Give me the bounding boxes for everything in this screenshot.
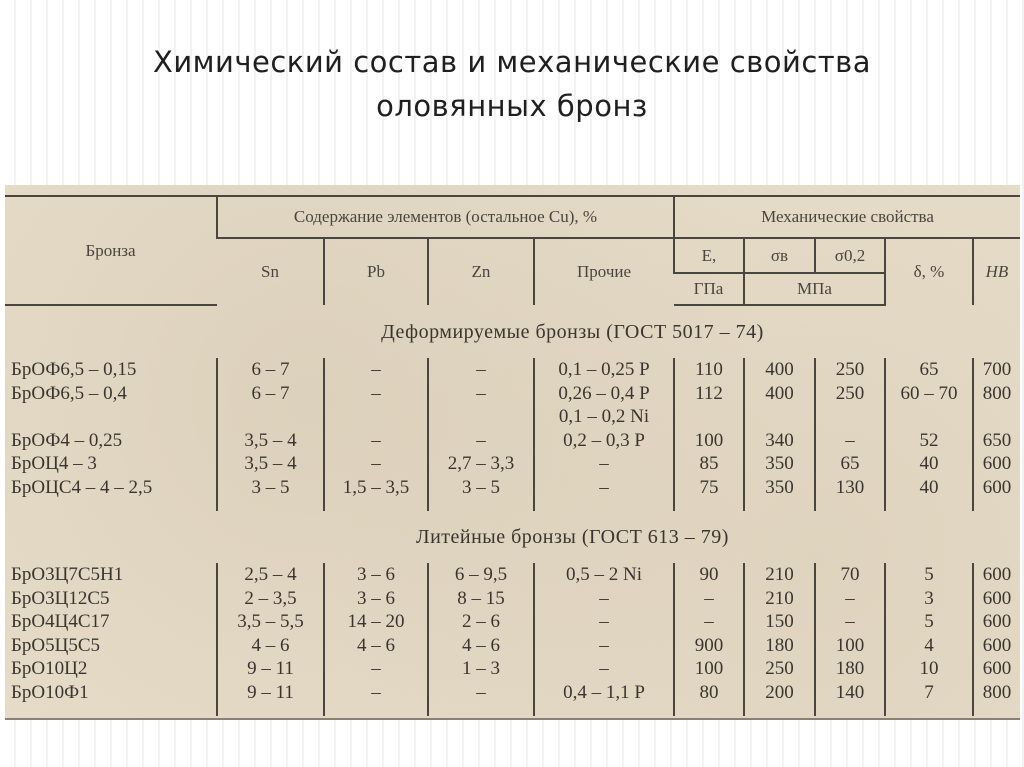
cell-sn: 9 – 11 [217, 657, 324, 681]
cell-pb: 3 – 6 [324, 563, 428, 587]
cell-zn: 2 – 6 [428, 610, 534, 634]
cell-delta: 5 [885, 563, 973, 587]
scanned-table-image [5, 185, 1020, 720]
cell-e: – [674, 610, 744, 634]
cell-other: 0,2 – 0,3 P [534, 429, 674, 453]
cell-sigma-02: – [815, 429, 885, 453]
spacer-cell [5, 499, 217, 511]
spacer-cell [885, 704, 973, 716]
cell-brand: БрОФ6,5 – 0,15 [11, 359, 137, 381]
spacer-cell [815, 499, 885, 511]
cell-sigma-b: 350 [744, 452, 815, 476]
cell-delta: 65 [885, 358, 973, 382]
table-row [5, 657, 1020, 681]
table-row [5, 634, 1020, 658]
cell-sn: 3 – 5 [217, 476, 324, 500]
spacer-cell [428, 704, 534, 716]
cell-sn [217, 405, 324, 429]
cell-pb: 3 – 6 [324, 587, 428, 611]
cell-hb: 650 [973, 429, 1020, 453]
cell-other: – [534, 476, 674, 500]
cell-other: 0,1 – 0,2 Ni [534, 405, 674, 429]
header-unit-mpa: МПа [744, 273, 885, 305]
spacer-row [5, 704, 1020, 716]
header-mechanical: Механические свойства [674, 196, 1020, 238]
cell-e: 900 [674, 634, 744, 658]
cell-sigma-b: 180 [744, 634, 815, 658]
cell-delta [885, 405, 973, 429]
header-hb: HB [973, 238, 1020, 305]
header-sn: Sn [261, 262, 279, 281]
cell-pb: – [324, 657, 428, 681]
cell-sigma-02: 65 [815, 452, 885, 476]
cell-sigma-02: – [815, 610, 885, 634]
cell-sigma-02: 250 [815, 358, 885, 382]
cell-sn: 3,5 – 4 [217, 452, 324, 476]
cell-sigma-02: 100 [815, 634, 885, 658]
table-row [5, 405, 1020, 429]
cell-zn: – [428, 429, 534, 453]
cell-sn: 4 – 6 [217, 634, 324, 658]
cell-e: 100 [674, 429, 744, 453]
cell-brand: БрО5Ц5С5 [11, 634, 101, 656]
cell-pb: – [324, 358, 428, 382]
cell-delta: 4 [885, 634, 973, 658]
title-line-2: оловянных бронз [376, 89, 648, 123]
cell-brand: БрОЦ4 – 3 [11, 453, 97, 475]
header-brand: Бронза [5, 196, 217, 305]
section-heading-row [5, 511, 1020, 563]
spacer-cell [217, 499, 324, 511]
cell-other: – [534, 657, 674, 681]
cell-e: 110 [674, 358, 744, 382]
cell-sigma-b: 400 [744, 382, 815, 406]
spacer-cell [534, 499, 674, 511]
cell-brand: БрОФ4 – 0,25 [11, 429, 123, 451]
cell-delta: 52 [885, 429, 973, 453]
spacer-cell [534, 704, 674, 716]
cell-sn: 6 – 7 [217, 358, 324, 382]
cell-e: 85 [674, 452, 744, 476]
header-pb: Pb [324, 238, 428, 305]
cell-zn [428, 405, 534, 429]
table-bottom-edge [5, 718, 1020, 720]
spacer-cell [324, 499, 428, 511]
cell-zn: – [428, 681, 534, 705]
table-row [5, 429, 1020, 453]
spacer-cell [744, 499, 815, 511]
cell-brand: БрОФ6,5 – 0,4 [11, 382, 127, 404]
header-sigma-02: σ0,2 [815, 238, 885, 273]
table-body [5, 305, 1020, 716]
header-delta: δ, % [885, 238, 973, 305]
cell-hb: 700 [973, 358, 1020, 382]
spacer-cell [815, 704, 885, 716]
cell-delta: 40 [885, 452, 973, 476]
cell-other: – [534, 610, 674, 634]
cell-zn: 3 – 5 [428, 476, 534, 500]
cell-zn: 8 – 15 [428, 587, 534, 611]
title-line-1: Химический состав и механические свойства [152, 45, 872, 79]
spacer-cell [674, 704, 744, 716]
section-title: Литейные бронзы (ГОСТ 613 – 79) [416, 525, 729, 548]
cell-sigma-b: 210 [744, 563, 815, 587]
spacer-cell [744, 704, 815, 716]
cell-pb: – [324, 429, 428, 453]
cell-brand: БрО3Ц7С5Н1 [11, 564, 124, 586]
cell-pb: – [324, 681, 428, 705]
cell-sigma-b: 340 [744, 429, 815, 453]
cell-e: – [674, 587, 744, 611]
cell-sigma-02: 70 [815, 563, 885, 587]
cell-sn: 3,5 – 4 [217, 429, 324, 453]
cell-sigma-b: 210 [744, 587, 815, 611]
table-row [5, 587, 1020, 611]
cell-sigma-b: 400 [744, 358, 815, 382]
cell-sigma-b: 250 [744, 657, 815, 681]
cell-pb: 4 – 6 [324, 634, 428, 658]
section-title: Деформируемые бронзы (ГОСТ 5017 – 74) [381, 320, 764, 343]
header-e: E, [674, 238, 744, 273]
table-header [5, 196, 1020, 305]
cell-other: 0,5 – 2 Ni [534, 563, 674, 587]
spacer-cell [5, 704, 217, 716]
cell-sigma-b [744, 405, 815, 429]
cell-hb: 800 [973, 681, 1020, 705]
cell-other: – [534, 452, 674, 476]
table-row [5, 610, 1020, 634]
slide-title [0, 40, 1024, 128]
cell-other: 0,1 – 0,25 P [534, 358, 674, 382]
cell-other: 0,26 – 0,4 P [534, 382, 674, 406]
cell-sigma-b: 200 [744, 681, 815, 705]
cell-sigma-b: 150 [744, 610, 815, 634]
header-unit-gpa: ГПа [674, 273, 744, 305]
cell-brand [5, 405, 217, 429]
cell-other: – [534, 587, 674, 611]
cell-hb: 600 [973, 587, 1020, 611]
cell-pb [324, 405, 428, 429]
cell-hb [973, 405, 1020, 429]
spacer-cell [324, 704, 428, 716]
cell-sigma-02: – [815, 587, 885, 611]
cell-sigma-02: 180 [815, 657, 885, 681]
cell-zn: 2,7 – 3,3 [428, 452, 534, 476]
cell-brand: БрО10Ф1 [11, 681, 89, 703]
cell-hb: 800 [973, 382, 1020, 406]
cell-e: 75 [674, 476, 744, 500]
header-zn: Zn [428, 238, 534, 305]
table-row [5, 358, 1020, 382]
cell-delta: 40 [885, 476, 973, 500]
cell-delta: 3 [885, 587, 973, 611]
cell-sigma-b: 350 [744, 476, 815, 500]
cell-brand: БрО10Ц2 [11, 658, 88, 680]
cell-hb: 600 [973, 476, 1020, 500]
spacer-cell [973, 499, 1020, 511]
table-row [5, 452, 1020, 476]
cell-sigma-02: 130 [815, 476, 885, 500]
cell-other: 0,4 – 1,1 P [534, 681, 674, 705]
cell-delta: 60 – 70 [885, 382, 973, 406]
table-row [5, 382, 1020, 406]
cell-hb: 600 [973, 563, 1020, 587]
spacer-cell [428, 499, 534, 511]
cell-brand: БрО4Ц4С17 [11, 611, 110, 633]
cell-delta: 5 [885, 610, 973, 634]
cell-hb: 600 [973, 610, 1020, 634]
cell-sigma-02: 250 [815, 382, 885, 406]
bronze-table [5, 195, 1020, 716]
header-other: Прочие [534, 238, 674, 305]
cell-sn: 3,5 – 5,5 [217, 610, 324, 634]
table-row [5, 681, 1020, 705]
cell-sn: 2 – 3,5 [217, 587, 324, 611]
cell-delta: 10 [885, 657, 973, 681]
table-row [5, 476, 1020, 500]
cell-other: – [534, 634, 674, 658]
cell-e: 112 [674, 382, 744, 406]
table-row [5, 563, 1020, 587]
spacer-row [5, 499, 1020, 511]
cell-e: 90 [674, 563, 744, 587]
cell-zn: – [428, 382, 534, 406]
cell-pb: – [324, 382, 428, 406]
section-heading-row [5, 305, 1020, 358]
cell-hb: 600 [973, 452, 1020, 476]
spacer-cell [885, 499, 973, 511]
cell-zn: – [428, 358, 534, 382]
cell-zn: 4 – 6 [428, 634, 534, 658]
header-sigma-b: σв [744, 238, 815, 273]
cell-hb: 600 [973, 657, 1020, 681]
cell-hb: 600 [973, 634, 1020, 658]
cell-sigma-02 [815, 405, 885, 429]
cell-zn: 6 – 9,5 [428, 563, 534, 587]
cell-sn: 6 – 7 [217, 382, 324, 406]
cell-sigma-02: 140 [815, 681, 885, 705]
cell-e: 100 [674, 657, 744, 681]
cell-e [674, 405, 744, 429]
cell-pb: 14 – 20 [324, 610, 428, 634]
spacer-cell [973, 704, 1020, 716]
cell-brand: БрОЦС4 – 4 – 2,5 [11, 476, 153, 498]
cell-brand: БрО3Ц12С5 [11, 587, 110, 609]
cell-sn: 2,5 – 4 [217, 563, 324, 587]
cell-pb: – [324, 452, 428, 476]
cell-e: 80 [674, 681, 744, 705]
spacer-cell [217, 704, 324, 716]
cell-pb: 1,5 – 3,5 [324, 476, 428, 500]
header-composition: Содержание элементов (остальное Cu), % [217, 196, 674, 238]
cell-sn: 9 – 11 [217, 681, 324, 705]
spacer-cell [674, 499, 744, 511]
cell-delta: 7 [885, 681, 973, 705]
cell-zn: 1 – 3 [428, 657, 534, 681]
